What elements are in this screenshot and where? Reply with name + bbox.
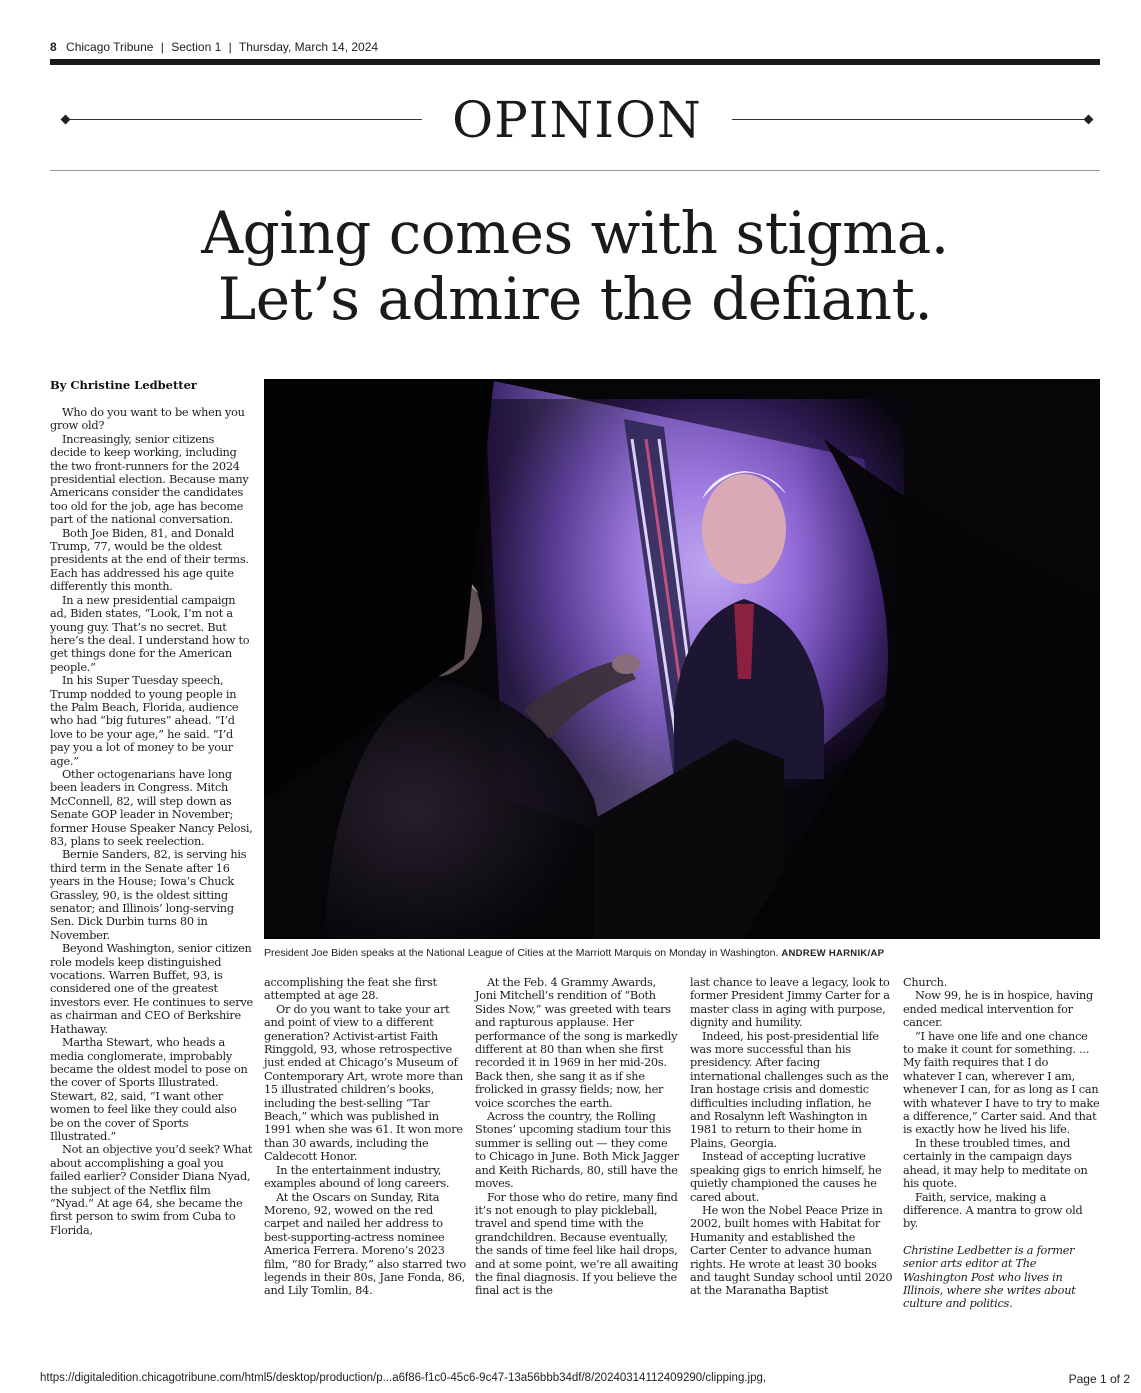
paragraph: Martha Stewart, who heads a media conglomerate, improbably became the oldest model to pose on the cover of Sports Illustrated. Stewart, 82, said, “I want other women to feel like they could also be on the cover of Sports Illustrated.” <box>50 1036 248 1143</box>
photo-credit: ANDREW HARNIK/AP <box>781 948 885 959</box>
photo-illustration <box>264 379 1100 939</box>
paragraph: At the Oscars on Sunday, Rita Moreno, 92, wowed on the red carpet and nailed her address to best-supporting-actress nominee America Ferrera. Moreno’s 2023 film, “80 for Brady,” also starred two legends in their 80s, Jane Fonda, 86, and Lily Tomlin, 84. <box>264 1190 466 1298</box>
paragraph: For those who do retire, many find it’s not enough to play pickleball, travel and spend time with the grandchildren. Because eventually, the sands of time feel like hail drops, and at some point, we’re all awaiting the final diagnosis. If you believe the final act is the <box>475 1190 679 1298</box>
paragraph: Beyond Washington, senior citizen role models keep distinguished vocations. Warren Buffet, 93, is considered one of the greatest investors ever. He continues to serve as chairman and CEO of Berkshire Hathaway. <box>50 942 253 1036</box>
footer-page-count: Page 1 of 2 <box>1068 1372 1130 1386</box>
paragraph: In the entertainment industry, examples abound of long careers. <box>264 1163 450 1191</box>
ornament-line-right <box>732 119 1084 120</box>
caption-text: President Joe Biden speaks at the National League of Cities at the Marriott Marquis on Monday in Washington. <box>264 947 779 959</box>
paragraph: Both Joe Biden, 81, and Donald Trump, 77, would be the oldest presidents at the end of their terms. Each has addressed his age quite differently this month. <box>50 526 249 594</box>
paragraph: In his Super Tuesday speech, Trump nodded to young people in the Palm Beach, Florida, audience who had “big futures” ahead. “I’d love to be your age,” he said. “I’d pay you a lot of money to be your age.” <box>50 674 239 768</box>
paragraph: Not an objective you’d seek? What about accomplishing a goal you failed earlier? Consider Diana Nyad, the subject of the Netflix film “Nyad.” At age 64, she became the first person to swim from Cuba to Florida, <box>50 1143 253 1237</box>
footer-url: https://digitaledition.chicagotribune.com/html5/desktop/production/p...a6f86-f1c0-45c6-9c47-13a56bbb34df/8/20240314112409290/clipping.jpg, <box>40 1372 767 1384</box>
paragraph: In these troubled times, and certainly in the campaign days ahead, it may help to meditate on his quote. <box>903 1136 1088 1191</box>
folio-paper: Chicago Tribune <box>66 40 154 54</box>
paragraph: He won the Nobel Peace Prize in 2002, built homes with Habitat for Humanity and established the Carter Center to advance human rights. He wrote at least 30 books and taught Sunday school until 2020 at the Maranatha Baptist <box>690 1203 893 1298</box>
headline-line-1: Aging comes with stigma. <box>201 199 949 267</box>
headline <box>50 200 1100 332</box>
paragraph: Indeed, his post-presidential life was more successful than his presidency. After facing international challenges such as the Iran hostage crisis and domestic difficulties including inflation, he and Rosalynn left Washington in 1981 to return to their home in Plains, Georgia. <box>690 1029 889 1150</box>
paragraph: “I have one life and one chance to make it count for something. ... My faith requires that I do whatever I can, wherever I am, whenever I can, for as long as I can with whatever I have to try to make a difference,” Carter said. And that is exactly how he lived his life. <box>903 1029 1100 1137</box>
paragraph: Or do you want to take your art and point of view to a different generation? Activist-artist Faith Ringgold, 93, whose retrospective just ended at Chicago’s Museum of Contemporary Art, wrote more than 15 illustrated children’s books, including the best-selling “Tar Beach,” which was published in 1991 when she was 61. It won more than 30 awards, including the Caldecott Honor. <box>264 1002 463 1164</box>
paragraph: Instead of accepting lucrative speaking gigs to enrich himself, he quietly championed the causes he cared about. <box>690 1150 882 1204</box>
article-column-1 <box>50 406 253 1237</box>
section-header <box>62 88 1092 152</box>
folio-line <box>50 40 1100 54</box>
article-column-4 <box>690 976 894 1298</box>
paragraph: Faith, service, making a difference. A mantra to grow old by. <box>903 1190 1083 1231</box>
headline-line-2: Let’s admire the defiant. <box>217 265 933 333</box>
top-rule <box>50 59 1100 65</box>
paragraph-continued: Church. <box>903 976 948 989</box>
paragraph: Now 99, he is in hospice, having ended medical intervention for cancer. <box>903 989 1093 1030</box>
paragraph: Who do you want to be when you grow old? <box>50 406 245 433</box>
paragraph: Bernie Sanders, 82, is serving his third term in the Senate after 16 years in the House; Iowa’s Chuck Grassley, 90, is the oldest sitting senator; and Illinois’ long-serving Sen. Dick Durbin turns 80 in November. <box>50 848 247 942</box>
folio-page-number: 8 <box>50 40 57 54</box>
paragraph: At the Feb. 4 Grammy Awards, Joni Mitchell’s rendition of “Both Sides Now,” was greeted with tears and rapturous applause. Her performance of the song is markedly different at 80 than when she first recorded it in 1969 in her mid-20s. Back then, she sang it as if she frolicked in grassy fields; now, her voice scorches the earth. <box>475 976 678 1110</box>
folio-date: Thursday, March 14, 2024 <box>238 40 379 54</box>
article-column-5 <box>903 976 1100 1311</box>
section-title: OPINION <box>452 91 702 149</box>
paragraph: Other octogenarians have long been leaders in Congress. Mitch McConnell, 82, will step down as Senate GOP leader in November; former House Speaker Nancy Pelosi, 83, plans to seek reelection. <box>50 767 253 848</box>
author-tagline: Christine Ledbetter is a former senior arts editor at The Washington Post who lives in Illinois, where she writes about culture and politics. <box>903 1243 1076 1311</box>
article-column-2 <box>264 976 466 1298</box>
paragraph: Increasingly, senior citizens decide to keep working, including the two front-runners for the 2024 presidential election. Because many Americans consider the candidates too old for the job, age has become part of the national conversation. <box>50 432 249 527</box>
news-photo <box>264 379 1100 939</box>
folio-separator: | <box>228 40 232 54</box>
byline: By Christine Ledbetter <box>50 378 197 392</box>
folio-section: Section 1 <box>171 40 222 54</box>
paragraph: Across the country, the Rolling Stones’ upcoming stadium tour this summer is selling out — they come to Chicago in June. Both Mick Jagger and Keith Richards, 80, still have the moves. <box>475 1110 679 1191</box>
paragraph-continued: accomplishing the feat she first attempted at age 28. <box>264 976 437 1003</box>
section-divider <box>50 170 1100 171</box>
paragraph: In a new presidential campaign ad, Biden states, “Look, I’m not a young guy. That’s no secret. But here’s the deal. I understand how to get things done for the American people.” <box>50 593 250 674</box>
paragraph-continued: last chance to leave a legacy, look to former President Jimmy Carter for a master class in aging with purpose, dignity and humility. <box>690 976 890 1030</box>
photo-caption <box>264 947 1100 959</box>
article-column-3 <box>475 976 679 1298</box>
folio-separator: | <box>160 40 164 54</box>
